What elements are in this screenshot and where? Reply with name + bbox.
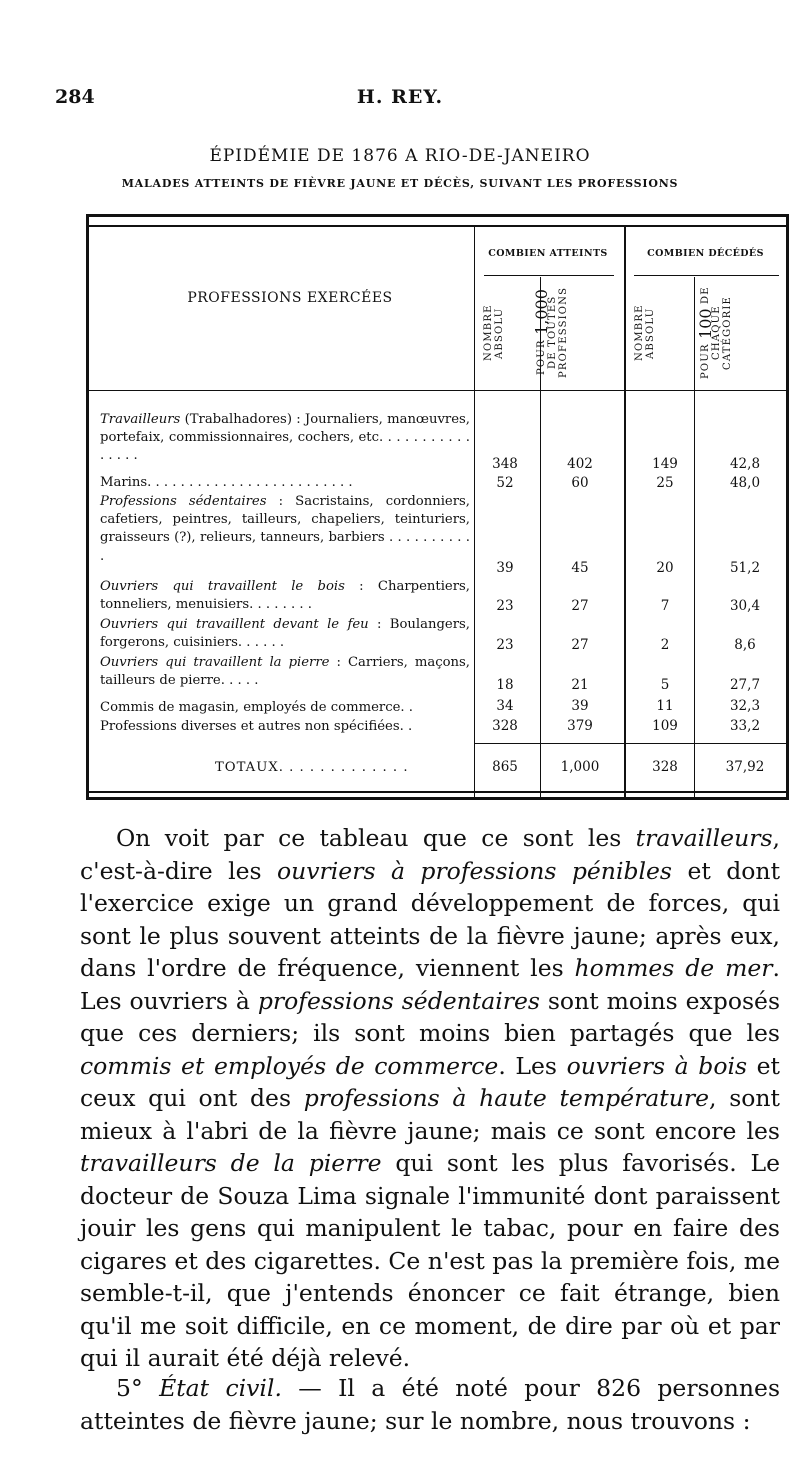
cell-atteints: 348 [492, 456, 518, 472]
col-nombre-absolu-atteints [483, 283, 505, 383]
table-row [100, 474, 470, 492]
cell-pour1000: 379 [567, 718, 593, 734]
text-run: On voit par ce tableau que ce sont les [116, 824, 636, 852]
deces-header: COMBIEN DÉCÉDÉS [647, 248, 764, 259]
page-number: 284 [55, 86, 95, 108]
table-row [100, 718, 470, 736]
emphasis: ouvriers à bois [566, 1051, 748, 1080]
cell-atteints: 23 [496, 598, 514, 614]
emphasis: hommes de mer [574, 954, 773, 982]
table-row [100, 493, 470, 566]
col-label: ABSOLU [494, 307, 505, 359]
table-row [100, 616, 470, 652]
col-label: DE [700, 286, 711, 304]
text-run: . Les [498, 1051, 567, 1080]
emphasis: professions sédentaires [257, 986, 540, 1015]
col-pour-100 [696, 280, 733, 385]
body-paragraph [80, 1372, 780, 1437]
cell-deces: 20 [656, 560, 674, 576]
text-run: . Les ouvriers à [80, 954, 780, 1015]
col-label: 1,000 [532, 289, 551, 336]
emphasis: ouvriers à professions pénibles [277, 856, 672, 885]
running-head: H. REY. [356, 86, 444, 108]
cell-deces: 2 [660, 637, 670, 653]
section-title: État civil. [159, 1374, 282, 1402]
cell-deces: 5 [660, 677, 670, 693]
col-label: ABSOLU [645, 307, 656, 359]
cell-deces: 149 [652, 456, 678, 472]
professions-header: PROFESSIONS EXERCÉES [187, 290, 393, 306]
top-rule [89, 225, 786, 227]
body-paragraph [80, 822, 780, 1375]
cell-pour1000: 39 [571, 698, 589, 714]
cell-pour100: 30,4 [729, 598, 761, 614]
totals-label [215, 759, 465, 777]
emphasis: travailleurs [635, 824, 773, 852]
total-pour1000: 1,000 [560, 759, 600, 775]
section-number: 5° [116, 1374, 160, 1402]
row-category: Travailleurs [100, 412, 181, 427]
table-row [100, 578, 470, 614]
cell-pour100: 42,8 [729, 456, 761, 472]
emphasis: travailleurs de la pierre [80, 1149, 382, 1177]
col-label: POUR [700, 343, 711, 379]
total-atteints: 865 [492, 759, 518, 775]
row-category: Ouvriers qui travaillent le bois [100, 579, 345, 594]
total-deces: 328 [652, 759, 678, 775]
row-category: Ouvriers qui travaillent devant le feu [100, 617, 369, 632]
header-rule [89, 390, 786, 391]
table-row [100, 699, 470, 717]
table-row [100, 411, 470, 466]
col-label: NOMBRE [634, 304, 645, 362]
row-description: : Sacristains, cordonniers, cafetiers, peintres, tailleurs, chapeliers, teinturiers, graisseurs (?), relieurs, tanneurs, barbiers . . . . . . . . . . . [100, 494, 470, 564]
text-run: — Il a été noté pour 826 personnes atteintes de fièvre jaune; sur le nombre, nous trouvons : [80, 1374, 781, 1435]
cell-pour1000: 27 [571, 637, 589, 653]
col-label: NOMBRE [483, 304, 494, 362]
emphasis: commis et employés de commerce [80, 1051, 499, 1080]
table-row [100, 654, 470, 690]
cell-deces: 7 [660, 598, 670, 614]
group-rule [634, 275, 779, 276]
cell-pour100: 33,2 [729, 718, 761, 734]
table-title: ÉPIDÉMIE DE 1876 A RIO-DE-JANEIRO [209, 146, 591, 166]
totals-rule [474, 743, 786, 744]
col-label: CHAQUE [711, 305, 722, 360]
cell-pour1000: 27 [571, 598, 589, 614]
text-run: et ceux qui ont des [80, 1051, 780, 1112]
cell-atteints: 39 [496, 560, 514, 576]
col-label: CATÉGORIE [722, 295, 733, 370]
text-run: et dont l'exercice exige un grand développement de forces, qui sont le plus souvent atteints de la fièvre jaune; après eux, dans l'ordre de fréquence, viennent les [80, 856, 781, 982]
row-description: Marins. . . . . . . . . . . . . . . . . . . . . . . . . [100, 475, 353, 490]
cell-atteints: 328 [492, 718, 518, 734]
row-description: : Charpentiers, tonneliers, menuisiers. . . . . . . . [100, 579, 470, 613]
cell-atteints: 23 [496, 637, 514, 653]
total-pour100: 37,92 [725, 759, 765, 775]
emphasis: professions à haute température [303, 1084, 710, 1112]
cell-atteints: 52 [496, 475, 514, 491]
row-description: : Boulangers, forgerons, cuisiniers. . . . . . [100, 617, 470, 651]
bottom-rule [89, 791, 786, 793]
cell-pour1000: 60 [571, 475, 589, 491]
atteints-header: COMBIEN ATTEINTS [488, 248, 608, 259]
group-rule [484, 275, 614, 276]
cell-pour100: 8,6 [734, 637, 756, 653]
text-run: qui sont les plus favorisés. Le docteur de Souza Lima signale l'immunité dont paraissent jouir les gens qui manipulent le tabac, pour en faire des cigares et des cigarettes. Ce n'est pas la première fois, me semble-t-il, que j'entends énoncer ce fait étrange, bien qu'il me soit difficile, en ce moment, de dire par où et par qui il aurait été déjà relevé. [80, 1149, 780, 1372]
cell-deces: 11 [656, 698, 674, 714]
cell-atteints: 18 [496, 677, 514, 693]
table-subtitle: MALADES ATTEINTS DE FIÈVRE JAUNE ET DÉCÈS, SUIVANT LES PROFESSIONS [121, 177, 679, 190]
col-label: DE TOUTES [547, 295, 558, 370]
totals-text: TOTAUX. . . . . . . . . . . . . [215, 760, 409, 775]
col-label: 100 [696, 308, 715, 339]
row-description: : Carriers, maçons, tailleurs de pierre. . . . . [100, 655, 471, 689]
col-label: POUR [536, 339, 547, 376]
row-description: (Trabalhadores) : Journaliers, manœuvres, portefaix, commissionnaires, cochers, etc. . . . . . . . . . . . . . . . [100, 412, 470, 464]
row-category: Professions sédentaires [100, 494, 267, 509]
cell-pour1000: 45 [571, 560, 589, 576]
cell-pour100: 32,3 [729, 698, 761, 714]
text-run: sont moins exposés que ces derniers; ils sont moins bien partagés que les [80, 986, 780, 1047]
row-category: Ouvriers qui travaillent la pierre [100, 655, 330, 670]
col-pour-1000 [532, 280, 569, 385]
cell-deces: 25 [656, 475, 674, 491]
cell-pour1000: 402 [567, 456, 593, 472]
cell-atteints: 34 [496, 698, 514, 714]
cell-pour1000: 21 [571, 677, 589, 693]
cell-pour100: 27,7 [729, 677, 761, 693]
text-run: , sont mieux à l'abri de la fièvre jaune; mais ce sont encore les [80, 1084, 780, 1145]
cell-deces: 109 [652, 718, 678, 734]
row-description: Commis de magasin, employés de commerce. . [100, 700, 413, 715]
row-description: Professions diverses et autres non spécifiées. . [100, 719, 413, 734]
cell-pour100: 51,2 [729, 560, 761, 576]
col-label: PROFESSIONS [558, 286, 569, 379]
col-nombre-absolu-deces [634, 283, 656, 383]
cell-pour100: 48,0 [729, 475, 761, 491]
text-run: , c'est-à-dire les [80, 824, 780, 885]
